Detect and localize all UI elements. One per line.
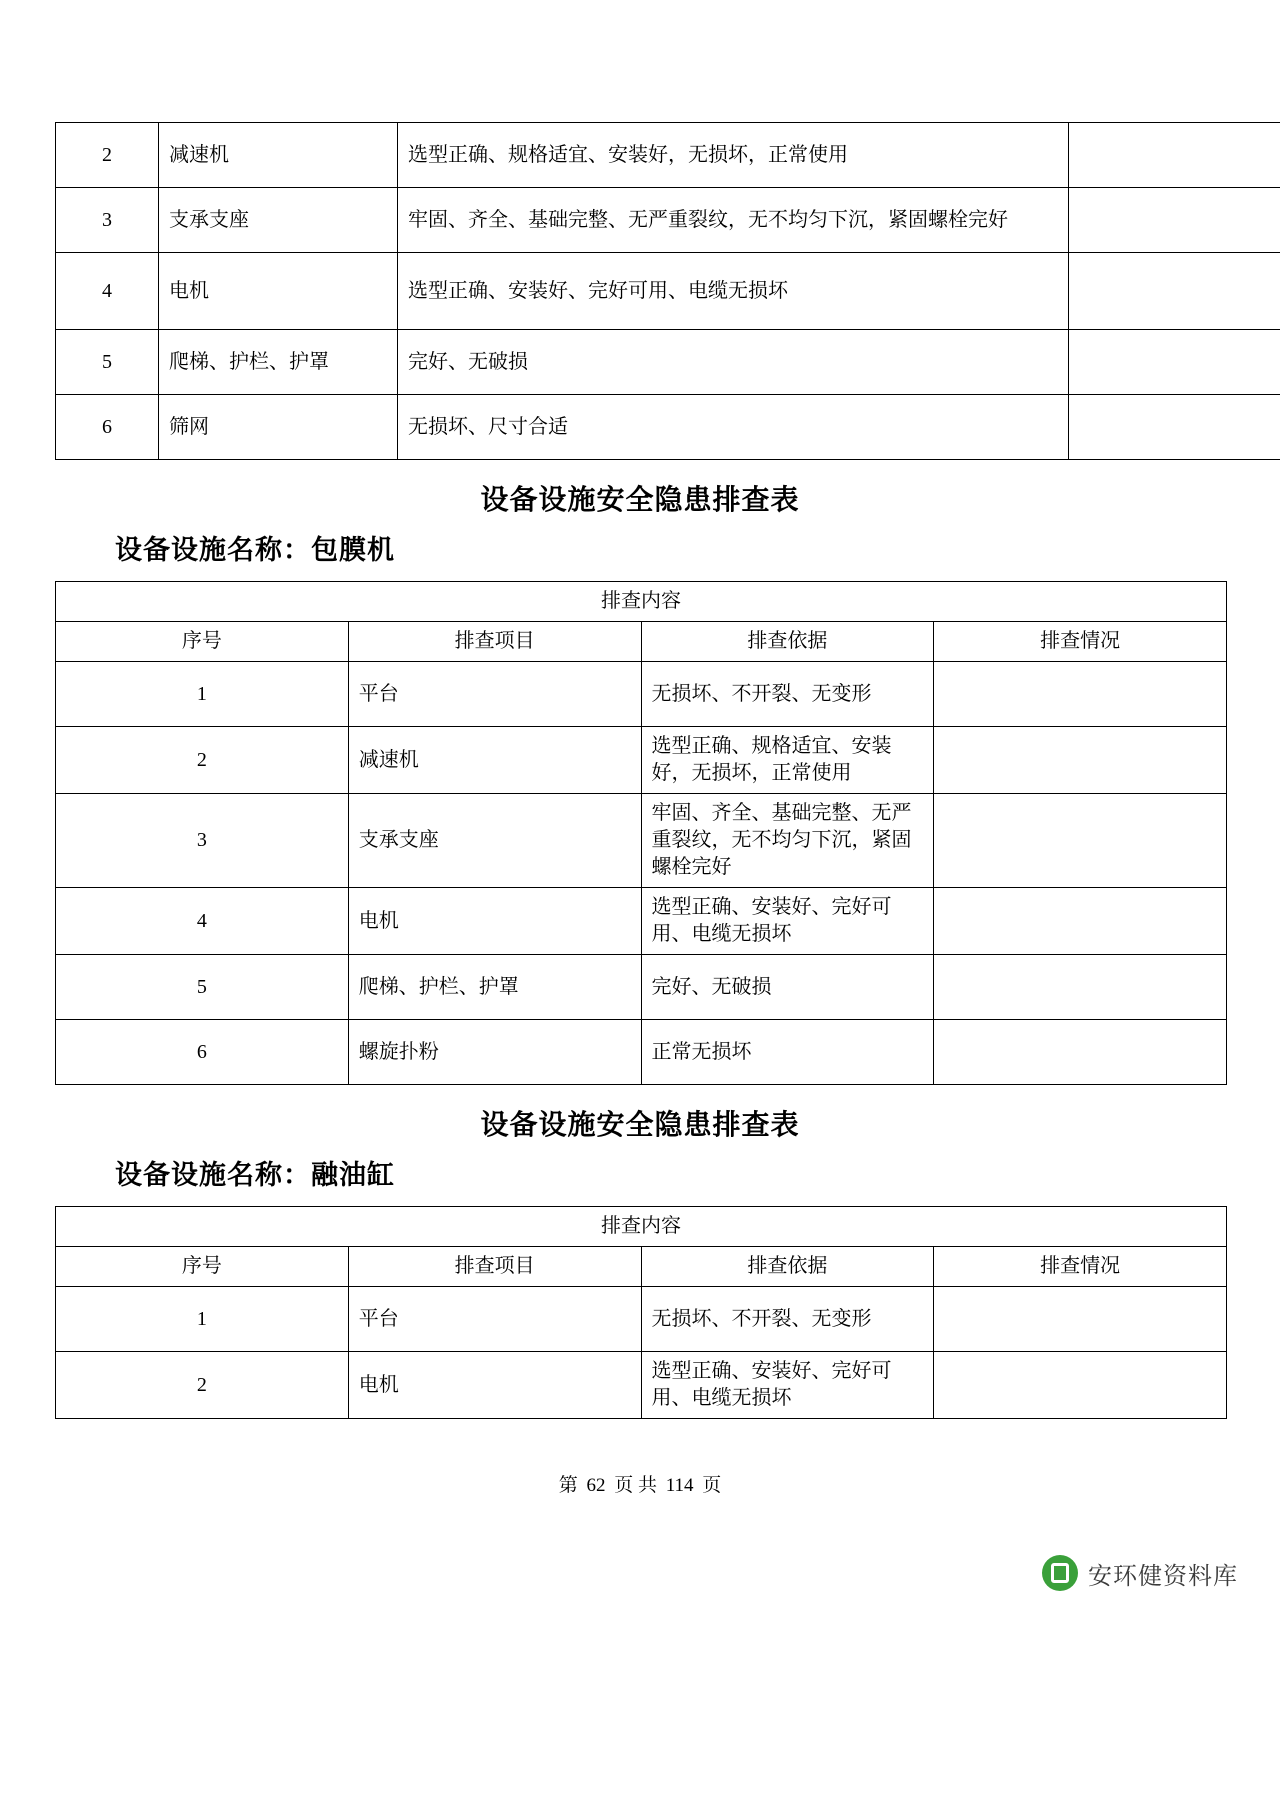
equipment-name-label: 设备设施名称：: [115, 1160, 311, 1190]
table-row: [56, 1352, 1227, 1419]
column-header-basis: 排查依据: [641, 1247, 934, 1287]
footer-suffix: 页: [702, 1475, 722, 1496]
row-basis: 选型正确、规格适宜、安装好，无损坏，正常使用: [641, 727, 934, 794]
column-header-result: 排查情况: [934, 1247, 1227, 1287]
table-row: [56, 253, 1280, 330]
table-row: [56, 662, 1227, 727]
row-item: 减速机: [159, 123, 398, 188]
row-no: 3: [56, 188, 159, 253]
table-row: [56, 1020, 1227, 1085]
watermark: [1042, 1555, 1238, 1591]
row-no: 2: [56, 727, 349, 794]
table-row: [56, 1287, 1227, 1352]
row-basis: 正常无损坏: [641, 1020, 934, 1085]
footer-middle: 页 共: [614, 1475, 657, 1496]
equipment-name-line-2: [115, 1153, 1225, 1192]
row-item: 爬梯、护栏、护罩: [159, 330, 398, 395]
table-row: [56, 794, 1227, 888]
row-item: 平台: [348, 1287, 641, 1352]
row-result[interactable]: [1069, 123, 1280, 188]
table-row: [56, 727, 1227, 794]
row-item: 支承支座: [348, 794, 641, 888]
column-header-basis: 排查依据: [641, 622, 934, 662]
column-header-no: 序号: [56, 1247, 349, 1287]
row-basis: 选型正确、安装好、完好可用、电缆无损坏: [641, 1352, 934, 1419]
row-result[interactable]: [934, 1352, 1227, 1419]
row-result[interactable]: [1069, 395, 1280, 460]
inspection-table-baomoji: [55, 581, 1227, 1085]
equipment-name-value: 包膜机: [311, 535, 395, 565]
equipment-name-line: [115, 528, 1225, 567]
row-no: 1: [56, 1287, 349, 1352]
table-row: [56, 955, 1227, 1020]
table-row: [56, 888, 1227, 955]
table-row: [56, 188, 1280, 253]
page-title-2: 设备设施安全隐患排查表: [480, 1110, 800, 1141]
row-basis: 选型正确、安装好、完好可用、电缆无损坏: [398, 253, 1069, 330]
column-header-no: 序号: [56, 622, 349, 662]
row-no: 1: [56, 662, 349, 727]
row-result[interactable]: [1069, 330, 1280, 395]
row-item: 减速机: [348, 727, 641, 794]
row-basis: 牢固、齐全、基础完整、无严重裂纹，无不均匀下沉，紧固螺栓完好: [398, 188, 1069, 253]
column-header-item: 排查项目: [348, 1247, 641, 1287]
inspection-table-rongyougang: [55, 1206, 1227, 1419]
row-no: 2: [56, 1352, 349, 1419]
inspection-table-continued: [55, 122, 1280, 460]
row-basis: 完好、无破损: [398, 330, 1069, 395]
row-no: 6: [56, 395, 159, 460]
table-column-header-row: [56, 1247, 1227, 1287]
footer-prefix: 第: [558, 1475, 578, 1496]
column-header-result: 排查情况: [934, 622, 1227, 662]
row-no: 4: [56, 888, 349, 955]
content-header: 排查内容: [56, 582, 1227, 622]
row-basis: 完好、无破损: [641, 955, 934, 1020]
row-item: 筛网: [159, 395, 398, 460]
row-result[interactable]: [1069, 253, 1280, 330]
row-result[interactable]: [934, 794, 1227, 888]
row-no: 5: [56, 330, 159, 395]
table-row: [56, 123, 1280, 188]
top-margin: [55, 0, 1225, 122]
book-logo-icon: [1042, 1555, 1078, 1591]
footer-total-pages: 114: [665, 1475, 694, 1496]
row-no: 6: [56, 1020, 349, 1085]
row-item: 平台: [348, 662, 641, 727]
row-item: 爬梯、护栏、护罩: [348, 955, 641, 1020]
row-result[interactable]: [1069, 188, 1280, 253]
row-no: 2: [56, 123, 159, 188]
row-item: 电机: [159, 253, 398, 330]
row-no: 3: [56, 794, 349, 888]
row-item: 电机: [348, 888, 641, 955]
row-basis: 无损坏、尺寸合适: [398, 395, 1069, 460]
page-title: 设备设施安全隐患排查表: [480, 485, 800, 516]
column-header-item: 排查项目: [348, 622, 641, 662]
row-basis: 无损坏、不开裂、无变形: [641, 662, 934, 727]
row-basis: 选型正确、规格适宜、安装好，无损坏，正常使用: [398, 123, 1069, 188]
row-result[interactable]: [934, 955, 1227, 1020]
footer-page-number: 62: [586, 1475, 606, 1496]
table-column-header-row: [56, 622, 1227, 662]
equipment-name-value: 融油缸: [311, 1160, 395, 1190]
row-no: 5: [56, 955, 349, 1020]
row-basis: 选型正确、安装好、完好可用、电缆无损坏: [641, 888, 934, 955]
row-result[interactable]: [934, 888, 1227, 955]
equipment-name-label: 设备设施名称：: [115, 535, 311, 565]
row-result[interactable]: [934, 662, 1227, 727]
row-result[interactable]: [934, 1287, 1227, 1352]
content-header: 排查内容: [56, 1207, 1227, 1247]
watermark-text: 安环健资料库: [1088, 1562, 1238, 1590]
row-basis: 无损坏、不开裂、无变形: [641, 1287, 934, 1352]
row-result[interactable]: [934, 727, 1227, 794]
row-item: 螺旋扑粉: [348, 1020, 641, 1085]
table-row: [56, 330, 1280, 395]
row-basis: 牢固、齐全、基础完整、无严重裂纹，无不均匀下沉，紧固螺栓完好: [641, 794, 934, 888]
row-item: 支承支座: [159, 188, 398, 253]
table-content-header-row: [56, 582, 1227, 622]
row-item: 电机: [348, 1352, 641, 1419]
page-footer: [0, 1470, 1280, 1497]
table-content-header-row: [56, 1207, 1227, 1247]
row-result[interactable]: [934, 1020, 1227, 1085]
table-row: [56, 395, 1280, 460]
row-no: 4: [56, 253, 159, 330]
